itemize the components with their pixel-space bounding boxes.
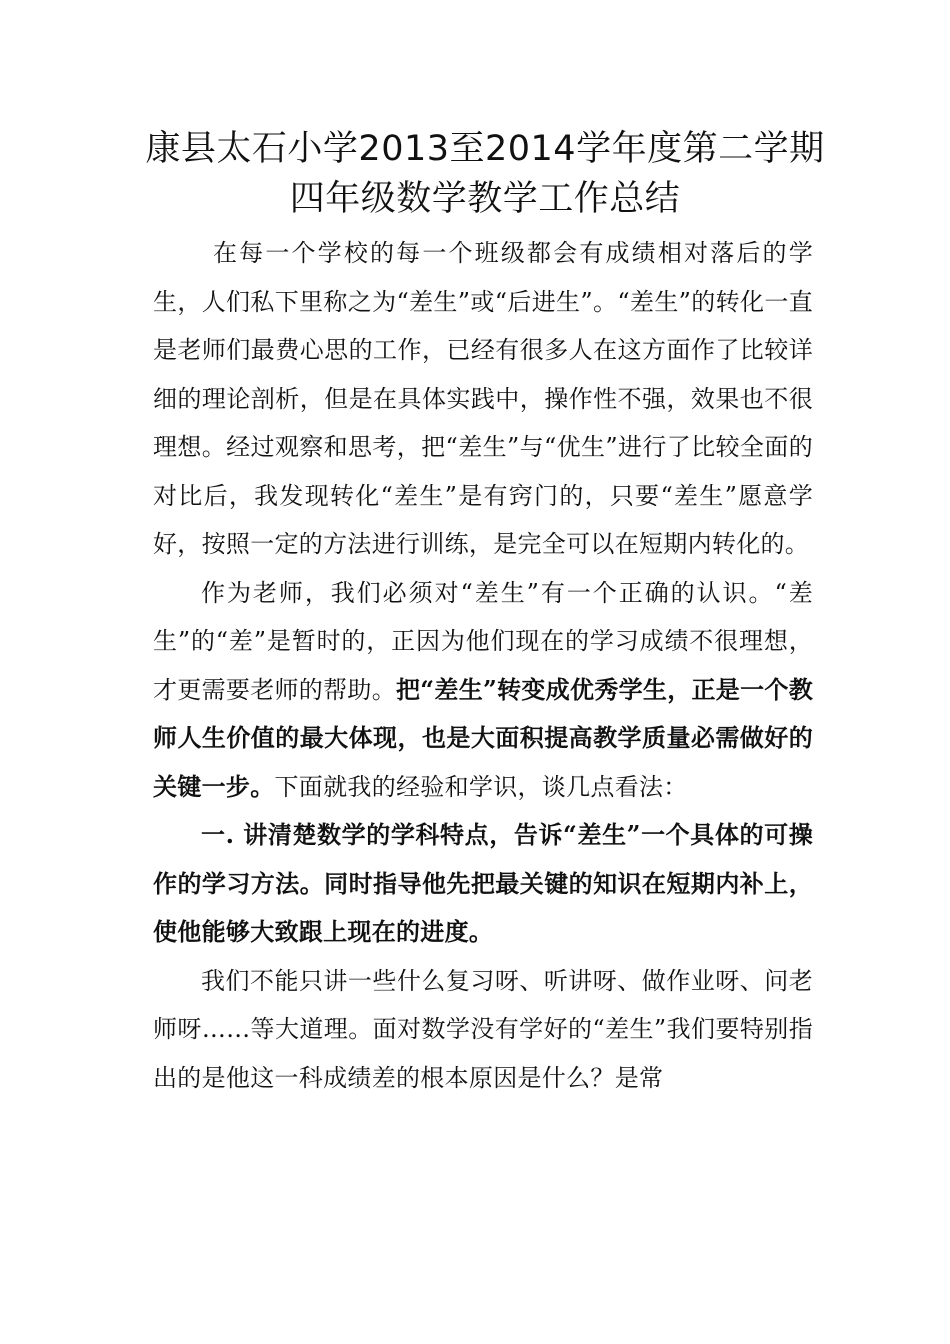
paragraph-1: 在每一个学校的每一个班级都会有成绩相对落后的学生，人们私下里称之为“差生”或“后进生”。“差生”的转化一直是老师们最费心思的工作，已经有很多人在这方面作了比较详细的理论剖析，但是在具体实践中，操作性不强，效果也不很理想。经过观察和思考，把“差生”与“优生”进行了比较全面的对比后，我发现转化“差生”是有窍门的，只要“差生”愿意学好，按照一定的方法进行训练，是完全可以在短期内转化的。 — [153, 239, 813, 558]
paragraph-2-text-b: 下面就我的经验和学识，谈几点看法： — [274, 772, 688, 801]
document-title — [120, 124, 850, 224]
paragraph-3: 我们不能只讲一些什么复习呀、听讲呀、做作业呀、问老师呀……等大道理。面对数学没有学好的“差生”我们要特别指出的是他这一科成绩差的根本原因是什么？是常 — [153, 966, 813, 1092]
paragraph-2-bold: 把“差生”转变成优秀学生，正是一个教师人生价值的最大体现，也是大面积提高教学质量必需做好的关键一步。 — [153, 674, 814, 801]
title-line-1: 康县太石小学2013至2014学年度第二学期 — [145, 129, 825, 169]
paragraph-2 — [153, 569, 813, 812]
paragraph-2-text-a: 作为老师，我们必须对“差生”有一个正确的认识。“差生”的“差”是暂时的，正因为他们现在的学习成绩不很理想，才更需要老师的帮助。 — [153, 578, 813, 704]
section-heading-1 — [153, 811, 813, 957]
title-line-2: 四年级数学教学工作总结 — [289, 179, 681, 219]
section-heading-1-text: 一. 讲清楚数学的学科特点，告诉“差生”一个具体的可操作的学习方法。同时指导他先把最关键的知识在短期内补上，使他能够大致跟上现在的进度。 — [153, 820, 813, 946]
document-body — [153, 229, 813, 1102]
